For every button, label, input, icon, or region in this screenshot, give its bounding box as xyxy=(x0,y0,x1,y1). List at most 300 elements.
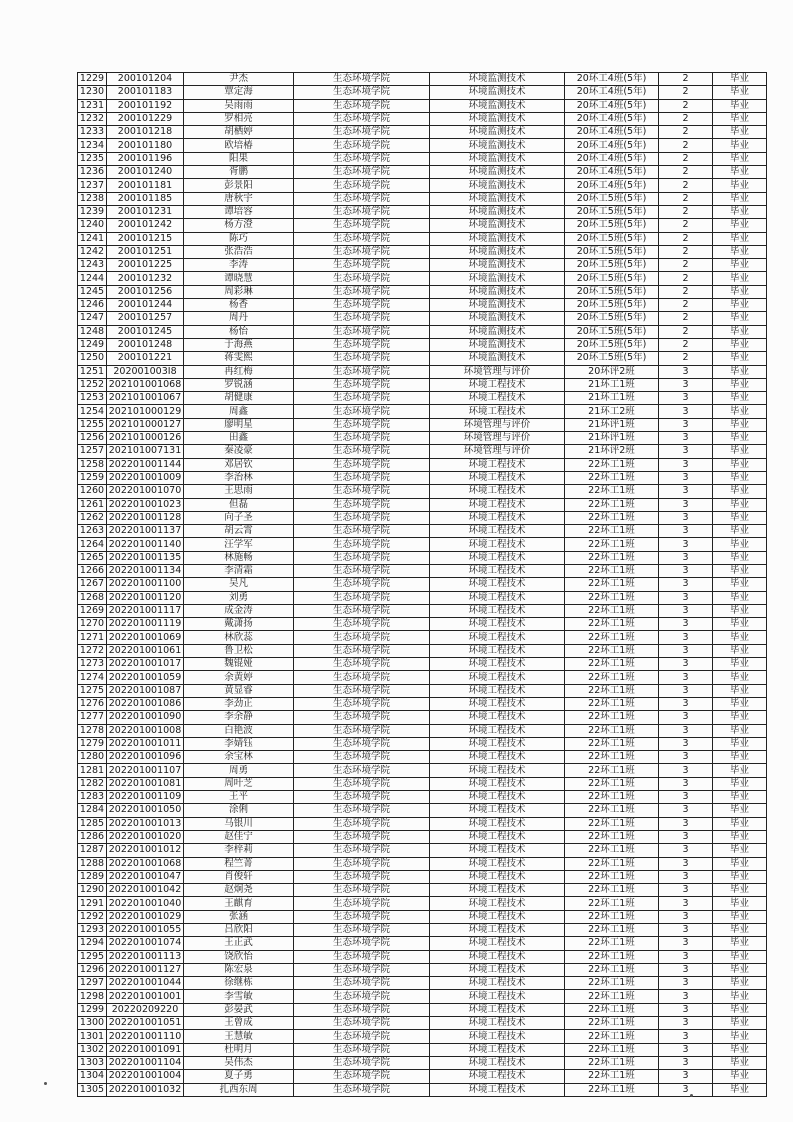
cell-college: 生态环境学院 xyxy=(294,538,430,551)
cell-status: 毕业 xyxy=(713,1030,767,1043)
cell-major: 环境工程技术 xyxy=(430,697,565,710)
cell-id: 202201001070 xyxy=(107,485,184,498)
table-row xyxy=(78,1017,767,1030)
cell-name: 赵佳宁 xyxy=(184,830,294,843)
cell-class: 22环工1班 xyxy=(565,458,659,471)
cell-id: 200101244 xyxy=(107,299,184,312)
table-row xyxy=(78,618,767,631)
cell-year: 2 xyxy=(659,73,713,86)
cell-no: 1229 xyxy=(78,73,107,86)
cell-name: 饶欣怡 xyxy=(184,950,294,963)
cell-year: 3 xyxy=(659,418,713,431)
cell-id: 200101196 xyxy=(107,152,184,165)
cell-college: 生态环境学院 xyxy=(294,857,430,870)
cell-class: 22环工1班 xyxy=(565,525,659,538)
table-row xyxy=(78,564,767,577)
cell-name: 白艳波 xyxy=(184,724,294,737)
cell-year: 3 xyxy=(659,990,713,1003)
cell-college: 生态环境学院 xyxy=(294,910,430,923)
cell-college: 生态环境学院 xyxy=(294,378,430,391)
cell-year: 3 xyxy=(659,365,713,378)
cell-major: 环境监测技术 xyxy=(430,232,565,245)
cell-college: 生态环境学院 xyxy=(294,73,430,86)
cell-name: 吕欣阳 xyxy=(184,924,294,937)
cell-no: 1231 xyxy=(78,99,107,112)
cell-year: 2 xyxy=(659,325,713,338)
cell-status: 毕业 xyxy=(713,924,767,937)
cell-year: 3 xyxy=(659,937,713,950)
cell-id: 202201001117 xyxy=(107,604,184,617)
cell-status: 毕业 xyxy=(713,245,767,258)
cell-name: 王曾成 xyxy=(184,1017,294,1030)
cell-college: 生态环境学院 xyxy=(294,312,430,325)
cell-college: 生态环境学院 xyxy=(294,684,430,697)
table-row xyxy=(78,631,767,644)
cell-id: 202201001044 xyxy=(107,977,184,990)
cell-major: 环境工程技术 xyxy=(430,378,565,391)
cell-name: 周鑫 xyxy=(184,405,294,418)
cell-no: 1269 xyxy=(78,604,107,617)
cell-class: 22环工1班 xyxy=(565,977,659,990)
cell-name: 蒋雯熙 xyxy=(184,352,294,365)
cell-year: 3 xyxy=(659,924,713,937)
cell-college: 生态环境学院 xyxy=(294,471,430,484)
cell-class: 22环工1班 xyxy=(565,764,659,777)
cell-no: 1248 xyxy=(78,325,107,338)
cell-no: 1249 xyxy=(78,338,107,351)
cell-major: 环境监测技术 xyxy=(430,205,565,218)
cell-status: 毕业 xyxy=(713,1017,767,1030)
cell-college: 生态环境学院 xyxy=(294,1003,430,1016)
graduation-table xyxy=(77,72,767,1097)
table-row xyxy=(78,73,767,86)
cell-no: 1230 xyxy=(78,86,107,99)
cell-no: 1288 xyxy=(78,857,107,870)
cell-name: 吴伟杰 xyxy=(184,1056,294,1069)
table-row xyxy=(78,551,767,564)
cell-class: 22环工1班 xyxy=(565,804,659,817)
cell-no: 1271 xyxy=(78,631,107,644)
table-row xyxy=(78,950,767,963)
cell-college: 生态环境学院 xyxy=(294,884,430,897)
cell-major: 环境工程技术 xyxy=(430,498,565,511)
cell-major: 环境监测技术 xyxy=(430,299,565,312)
cell-major: 环境工程技术 xyxy=(430,897,565,910)
table-row xyxy=(78,458,767,471)
cell-id: 202201001091 xyxy=(107,1043,184,1056)
cell-id: 202201001113 xyxy=(107,950,184,963)
cell-status: 毕业 xyxy=(713,259,767,272)
cell-major: 环境工程技术 xyxy=(430,618,565,631)
cell-year: 3 xyxy=(659,485,713,498)
cell-id: 202201001029 xyxy=(107,910,184,923)
cell-status: 毕业 xyxy=(713,99,767,112)
cell-year: 3 xyxy=(659,432,713,445)
cell-name: 王正武 xyxy=(184,937,294,950)
cell-college: 生态环境学院 xyxy=(294,325,430,338)
cell-status: 毕业 xyxy=(713,299,767,312)
cell-college: 生态环境学院 xyxy=(294,1056,430,1069)
cell-id: 202201001061 xyxy=(107,644,184,657)
cell-status: 毕业 xyxy=(713,564,767,577)
cell-status: 毕业 xyxy=(713,511,767,524)
cell-major: 环境工程技术 xyxy=(430,724,565,737)
cell-id: 202201001110 xyxy=(107,1030,184,1043)
cell-id: 202201001109 xyxy=(107,791,184,804)
table-row xyxy=(78,152,767,165)
cell-college: 生态环境学院 xyxy=(294,870,430,883)
cell-name: 欧培椿 xyxy=(184,139,294,152)
cell-college: 生态环境学院 xyxy=(294,724,430,737)
cell-year: 3 xyxy=(659,644,713,657)
cell-no: 1301 xyxy=(78,1030,107,1043)
cell-college: 生态环境学院 xyxy=(294,644,430,657)
cell-no: 1264 xyxy=(78,538,107,551)
cell-no: 1274 xyxy=(78,671,107,684)
cell-id: 200101248 xyxy=(107,338,184,351)
cell-status: 毕业 xyxy=(713,285,767,298)
cell-class: 22环工1班 xyxy=(565,658,659,671)
cell-major: 环境监测技术 xyxy=(430,139,565,152)
cell-id: 200101192 xyxy=(107,99,184,112)
cell-year: 3 xyxy=(659,910,713,923)
cell-college: 生态环境学院 xyxy=(294,299,430,312)
cell-major: 环境工程技术 xyxy=(430,564,565,577)
cell-status: 毕业 xyxy=(713,578,767,591)
table-row xyxy=(78,445,767,458)
cell-year: 3 xyxy=(659,751,713,764)
table-row xyxy=(78,299,767,312)
cell-name: 李余静 xyxy=(184,711,294,724)
cell-year: 2 xyxy=(659,126,713,139)
cell-major: 环境管理与评价 xyxy=(430,418,565,431)
cell-status: 毕业 xyxy=(713,977,767,990)
cell-no: 1250 xyxy=(78,352,107,365)
cell-year: 3 xyxy=(659,724,713,737)
cell-class: 22环工1班 xyxy=(565,937,659,950)
cell-year: 2 xyxy=(659,285,713,298)
cell-college: 生态环境学院 xyxy=(294,432,430,445)
cell-class: 22环工1班 xyxy=(565,791,659,804)
cell-id: 202201001128 xyxy=(107,511,184,524)
cell-id: 202201001144 xyxy=(107,458,184,471)
cell-class: 22环工1班 xyxy=(565,897,659,910)
cell-no: 1290 xyxy=(78,884,107,897)
cell-college: 生态环境学院 xyxy=(294,1083,430,1096)
cell-class: 22环工1班 xyxy=(565,1017,659,1030)
cell-name: 陈宏泉 xyxy=(184,963,294,976)
cell-name: 杨香 xyxy=(184,299,294,312)
cell-status: 毕业 xyxy=(713,1043,767,1056)
cell-major: 环境工程技术 xyxy=(430,804,565,817)
cell-college: 生态环境学院 xyxy=(294,86,430,99)
cell-year: 2 xyxy=(659,352,713,365)
cell-college: 生态环境学院 xyxy=(294,777,430,790)
cell-major: 环境工程技术 xyxy=(430,551,565,564)
cell-id: 202001003I8 xyxy=(107,365,184,378)
cell-year: 3 xyxy=(659,458,713,471)
cell-id: 202201001137 xyxy=(107,525,184,538)
cell-status: 毕业 xyxy=(713,910,767,923)
cell-id: 200101183 xyxy=(107,86,184,99)
cell-status: 毕业 xyxy=(713,365,767,378)
cell-status: 毕业 xyxy=(713,950,767,963)
cell-status: 毕业 xyxy=(713,897,767,910)
cell-major: 环境工程技术 xyxy=(430,711,565,724)
cell-no: 1254 xyxy=(78,405,107,418)
cell-class: 22环工1班 xyxy=(565,631,659,644)
cell-id: 200101232 xyxy=(107,272,184,285)
cell-status: 毕业 xyxy=(713,378,767,391)
cell-id: 202201001047 xyxy=(107,870,184,883)
cell-college: 生态环境学院 xyxy=(294,511,430,524)
cell-status: 毕业 xyxy=(713,338,767,351)
cell-year: 3 xyxy=(659,1056,713,1069)
cell-major: 环境工程技术 xyxy=(430,631,565,644)
cell-college: 生态环境学院 xyxy=(294,219,430,232)
cell-status: 毕业 xyxy=(713,392,767,405)
cell-class: 20环工5班(5年) xyxy=(565,259,659,272)
cell-year: 2 xyxy=(659,299,713,312)
cell-no: 1262 xyxy=(78,511,107,524)
cell-id: 202201001042 xyxy=(107,884,184,897)
cell-class: 20环工5班(5年) xyxy=(565,338,659,351)
cell-no: 1261 xyxy=(78,498,107,511)
cell-no: 1243 xyxy=(78,259,107,272)
cell-class: 20环工4班(5年) xyxy=(565,99,659,112)
cell-no: 1239 xyxy=(78,205,107,218)
cell-class: 22环工1班 xyxy=(565,591,659,604)
cell-college: 生态环境学院 xyxy=(294,99,430,112)
cell-no: 1305 xyxy=(78,1083,107,1096)
cell-major: 环境工程技术 xyxy=(430,924,565,937)
cell-college: 生态环境学院 xyxy=(294,272,430,285)
table-row xyxy=(78,764,767,777)
cell-major: 环境工程技术 xyxy=(430,604,565,617)
cell-no: 1235 xyxy=(78,152,107,165)
table-row xyxy=(78,378,767,391)
cell-id: 202201001059 xyxy=(107,671,184,684)
cell-college: 生态环境学院 xyxy=(294,950,430,963)
cell-year: 3 xyxy=(659,511,713,524)
cell-name: 余黄婷 xyxy=(184,671,294,684)
cell-name: 邓居钦 xyxy=(184,458,294,471)
table-row xyxy=(78,166,767,179)
cell-id: 200101240 xyxy=(107,166,184,179)
cell-id: 200101257 xyxy=(107,312,184,325)
cell-no: 1287 xyxy=(78,844,107,857)
cell-major: 环境管理与评价 xyxy=(430,432,565,445)
cell-year: 3 xyxy=(659,564,713,577)
cell-id: 202101001068 xyxy=(107,378,184,391)
table-row xyxy=(78,671,767,684)
table-row xyxy=(78,525,767,538)
student-record-sheet xyxy=(77,72,767,1097)
cell-year: 3 xyxy=(659,1083,713,1096)
cell-major: 环境监测技术 xyxy=(430,166,565,179)
cell-id: 200101218 xyxy=(107,126,184,139)
table-row xyxy=(78,245,767,258)
cell-id: 202201001107 xyxy=(107,764,184,777)
table-row xyxy=(78,924,767,937)
cell-class: 22环工1班 xyxy=(565,471,659,484)
table-row xyxy=(78,232,767,245)
cell-no: 1256 xyxy=(78,432,107,445)
cell-no: 1296 xyxy=(78,963,107,976)
cell-class: 20环工5班(5年) xyxy=(565,325,659,338)
cell-major: 环境监测技术 xyxy=(430,73,565,86)
cell-no: 1300 xyxy=(78,1017,107,1030)
cell-status: 毕业 xyxy=(713,844,767,857)
cell-major: 环境工程技术 xyxy=(430,884,565,897)
table-row xyxy=(78,485,767,498)
cell-name: 周叶芝 xyxy=(184,777,294,790)
cell-status: 毕业 xyxy=(713,711,767,724)
table-row xyxy=(78,830,767,843)
table-row xyxy=(78,179,767,192)
cell-no: 1298 xyxy=(78,990,107,1003)
cell-year: 2 xyxy=(659,219,713,232)
cell-no: 1240 xyxy=(78,219,107,232)
cell-major: 环境工程技术 xyxy=(430,392,565,405)
cell-status: 毕业 xyxy=(713,791,767,804)
cell-status: 毕业 xyxy=(713,764,767,777)
cell-id: 200101225 xyxy=(107,259,184,272)
cell-name: 杜明月 xyxy=(184,1043,294,1056)
cell-name: 杨方澄 xyxy=(184,219,294,232)
cell-no: 1247 xyxy=(78,312,107,325)
cell-major: 环境工程技术 xyxy=(430,791,565,804)
cell-college: 生态环境学院 xyxy=(294,604,430,617)
cell-no: 1263 xyxy=(78,525,107,538)
cell-status: 毕业 xyxy=(713,445,767,458)
cell-status: 毕业 xyxy=(713,232,767,245)
cell-id: 202201001135 xyxy=(107,551,184,564)
cell-name: 尹杰 xyxy=(184,73,294,86)
cell-name: 阳果 xyxy=(184,152,294,165)
cell-status: 毕业 xyxy=(713,112,767,125)
cell-college: 生态环境学院 xyxy=(294,564,430,577)
cell-name: 鲁卫松 xyxy=(184,644,294,657)
cell-major: 环境监测技术 xyxy=(430,152,565,165)
cell-class: 22环工1班 xyxy=(565,924,659,937)
cell-id: 202201001012 xyxy=(107,844,184,857)
table-row xyxy=(78,471,767,484)
cell-class: 22环工1班 xyxy=(565,950,659,963)
cell-college: 生态环境学院 xyxy=(294,525,430,538)
cell-status: 毕业 xyxy=(713,73,767,86)
table-row xyxy=(78,285,767,298)
table-row xyxy=(78,737,767,750)
cell-class: 20环工5班(5年) xyxy=(565,219,659,232)
cell-no: 1268 xyxy=(78,591,107,604)
cell-no: 1276 xyxy=(78,697,107,710)
cell-year: 3 xyxy=(659,791,713,804)
cell-major: 环境工程技术 xyxy=(430,1003,565,1016)
cell-status: 毕业 xyxy=(713,139,767,152)
cell-id: 202201001127 xyxy=(107,963,184,976)
cell-id: 202201001001 xyxy=(107,990,184,1003)
cell-class: 22环工1班 xyxy=(565,724,659,737)
cell-class: 22环工1班 xyxy=(565,817,659,830)
cell-year: 3 xyxy=(659,1070,713,1083)
cell-class: 22环工1班 xyxy=(565,884,659,897)
cell-status: 毕业 xyxy=(713,737,767,750)
cell-major: 环境监测技术 xyxy=(430,219,565,232)
cell-class: 20环工4班(5年) xyxy=(565,139,659,152)
cell-id: 200101256 xyxy=(107,285,184,298)
cell-major: 环境工程技术 xyxy=(430,857,565,870)
cell-year: 2 xyxy=(659,272,713,285)
table-row xyxy=(78,511,767,524)
cell-year: 3 xyxy=(659,963,713,976)
cell-name: 马银川 xyxy=(184,817,294,830)
cell-id: 202201001032 xyxy=(107,1083,184,1096)
table-row xyxy=(78,86,767,99)
cell-id: 202201001081 xyxy=(107,777,184,790)
cell-major: 环境工程技术 xyxy=(430,950,565,963)
cell-college: 生态环境学院 xyxy=(294,804,430,817)
cell-status: 毕业 xyxy=(713,498,767,511)
cell-college: 生态环境学院 xyxy=(294,897,430,910)
cell-id: 202201001040 xyxy=(107,897,184,910)
cell-year: 3 xyxy=(659,604,713,617)
cell-status: 毕业 xyxy=(713,884,767,897)
cell-year: 3 xyxy=(659,817,713,830)
cell-name: 扎西东周 xyxy=(184,1083,294,1096)
cell-name: 周丹 xyxy=(184,312,294,325)
cell-year: 3 xyxy=(659,405,713,418)
cell-year: 3 xyxy=(659,631,713,644)
cell-major: 环境工程技术 xyxy=(430,977,565,990)
cell-major: 环境监测技术 xyxy=(430,325,565,338)
cell-year: 2 xyxy=(659,245,713,258)
cell-name: 夏子勇 xyxy=(184,1070,294,1083)
cell-no: 1234 xyxy=(78,139,107,152)
cell-no: 1236 xyxy=(78,166,107,179)
cell-college: 生态环境学院 xyxy=(294,990,430,1003)
cell-major: 环境工程技术 xyxy=(430,990,565,1003)
cell-class: 22环工1班 xyxy=(565,1030,659,1043)
cell-id: 200101185 xyxy=(107,192,184,205)
cell-id: 202201001104 xyxy=(107,1056,184,1069)
cell-no: 1258 xyxy=(78,458,107,471)
table-row xyxy=(78,804,767,817)
cell-name: 李梓莉 xyxy=(184,844,294,857)
cell-college: 生态环境学院 xyxy=(294,844,430,857)
cell-class: 20环工5班(5年) xyxy=(565,232,659,245)
cell-name: 陈巧 xyxy=(184,232,294,245)
cell-college: 生态环境学院 xyxy=(294,365,430,378)
cell-name: 向子圣 xyxy=(184,511,294,524)
cell-year: 2 xyxy=(659,205,713,218)
cell-year: 3 xyxy=(659,658,713,671)
cell-status: 毕业 xyxy=(713,937,767,950)
cell-id: 202201001086 xyxy=(107,697,184,710)
cell-id: 202101001067 xyxy=(107,392,184,405)
cell-status: 毕业 xyxy=(713,458,767,471)
cell-status: 毕业 xyxy=(713,751,767,764)
cell-no: 1260 xyxy=(78,485,107,498)
cell-year: 3 xyxy=(659,684,713,697)
cell-id: 202201001011 xyxy=(107,737,184,750)
table-row xyxy=(78,418,767,431)
cell-class: 20环工4班(5年) xyxy=(565,126,659,139)
cell-id: 200101229 xyxy=(107,112,184,125)
cell-name: 成金涛 xyxy=(184,604,294,617)
cell-class: 22环工1班 xyxy=(565,1083,659,1096)
cell-name: 张涵 xyxy=(184,910,294,923)
